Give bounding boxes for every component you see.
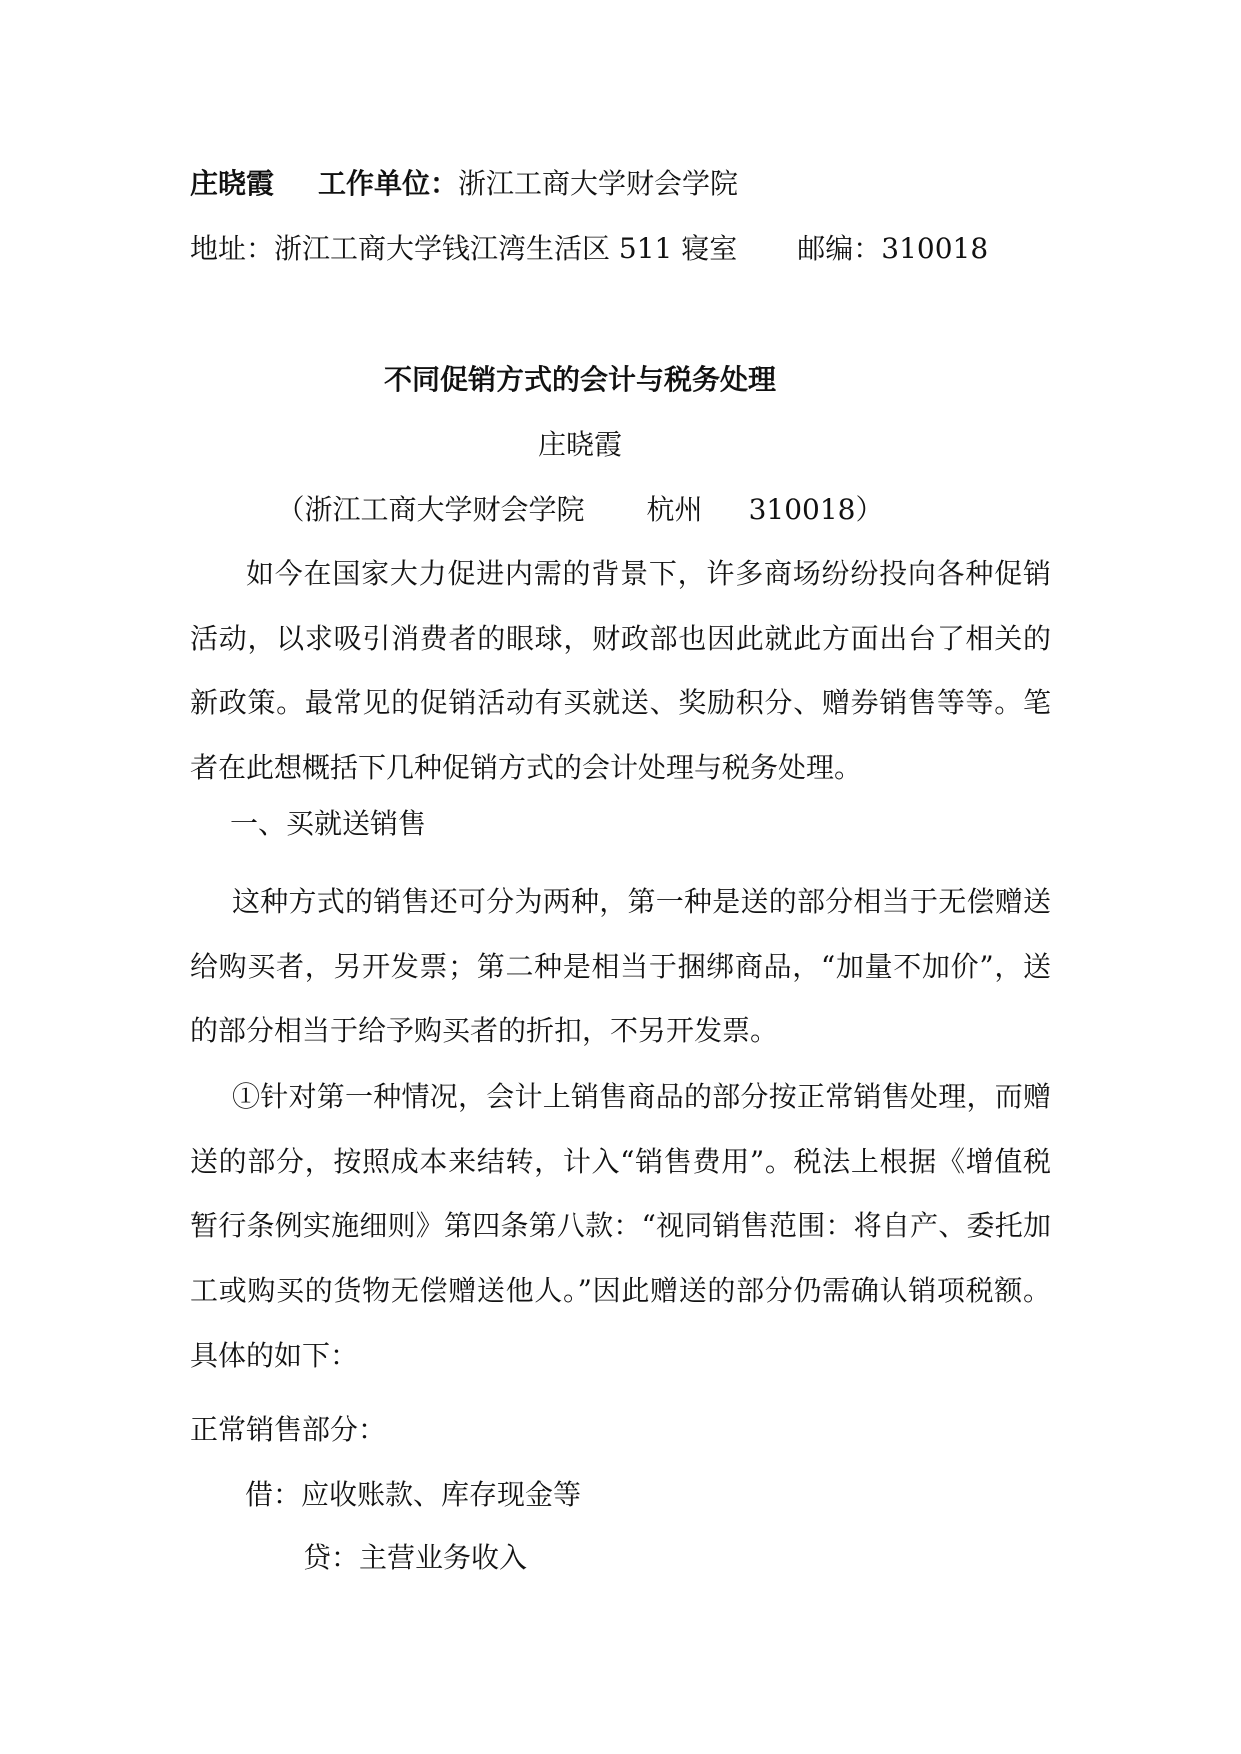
affiliation-city: 杭州 bbox=[646, 493, 703, 526]
section-heading: 一、买就送销售 bbox=[230, 807, 427, 840]
credit-entry: 贷：主营业务收入 bbox=[303, 1541, 528, 1574]
address-label: 地址： bbox=[190, 232, 275, 265]
normal-sales-label: 正常销售部分： bbox=[190, 1413, 387, 1446]
affiliation-name: （浙江工商大学财会学院 bbox=[276, 493, 585, 526]
article-affiliation bbox=[0, 490, 1160, 530]
postcode-label: 邮编： bbox=[797, 232, 882, 265]
work-unit-label: 工作单位： bbox=[318, 167, 459, 200]
work-unit: 浙江工商大学财会学院 bbox=[458, 167, 739, 200]
author-info-line bbox=[190, 164, 738, 204]
affiliation-code: 310018） bbox=[748, 493, 884, 526]
section-paragraph: 这种方式的销售还可分为两种，第一种是送的部分相当于无偿赠送给购买者，另开发票；第二种是相当于捆绑商品，“加量不加价”，送的部分相当于给予购买者的折扣，不另开发票。 bbox=[190, 885, 1051, 1048]
address: 浙江工商大学钱江湾生活区 511 寝室 bbox=[274, 232, 738, 265]
intro-paragraph: 如今在国家大力促进内需的背景下，许多商场纷纷投向各种促销活动，以求吸引消费者的眼球，财政部也因此就此方面出台了相关的新政策。最常见的促销活动有买就送、奖励积分、赠券销售等等。笔者在此想概括下几种促销方式的会计处理与税务处理。 bbox=[190, 557, 1051, 785]
section-paragraph: ①针对第一种情况，会计上销售商品的部分按正常销售处理，而赠送的部分，按照成本来结转，计入“销售费用”。税法上根据《增值税暂行条例实施细则》第四条第八款：“视同销售范围：将自产、委托加工或购买的货物无偿赠送他人。”因此赠送的部分仍需确认销项税额。具体的如下： bbox=[190, 1080, 1051, 1372]
postcode: 310018 bbox=[881, 232, 989, 265]
address-line bbox=[190, 229, 988, 269]
debit-entry: 借：应收账款、库存现金等 bbox=[245, 1478, 582, 1511]
article-author: 庄晓霞 bbox=[537, 428, 622, 461]
author-name: 庄晓霞 bbox=[190, 167, 275, 200]
article-title: 不同促销方式的会计与税务处理 bbox=[383, 363, 776, 396]
